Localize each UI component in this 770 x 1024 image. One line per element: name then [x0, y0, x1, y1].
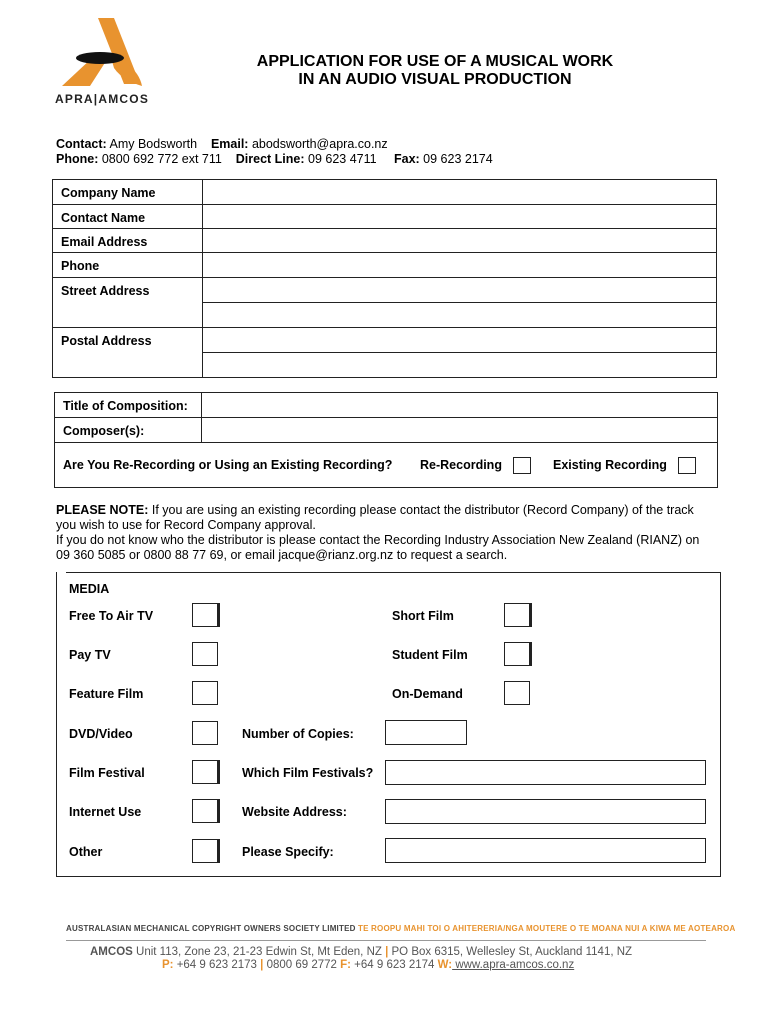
- short-film-checkbox[interactable]: [504, 603, 530, 627]
- recording-question-row: [55, 443, 718, 488]
- footer-society: AUSTRALASIAN MECHANICAL COPYRIGHT OWNERS SOCIETY LIMITED: [66, 924, 356, 933]
- note-line-2: If you do not know who the distributor is please contact the Recording Industry Association New Zealand (RIANZ) on 09 360 5085 or 0800 88 77 69, or email jacque@rianz.org.nz to request a search.: [56, 533, 700, 562]
- footer-sep: |: [385, 946, 389, 958]
- email-value: abodsworth@apra.co.nz: [251, 137, 388, 151]
- footer-address-line: [90, 946, 632, 958]
- dvd-video-checkbox[interactable]: [192, 721, 218, 745]
- fax-label: Fax:: [393, 152, 420, 166]
- composers-field[interactable]: [202, 418, 718, 443]
- footer-divider: [66, 940, 706, 941]
- title-of-composition-label: Title of Composition:: [55, 393, 202, 418]
- please-note: [56, 503, 716, 563]
- email-address-label: Email Address: [53, 229, 203, 253]
- other-checkbox[interactable]: [192, 839, 218, 863]
- free-to-air-tv-checkbox[interactable]: [192, 603, 218, 627]
- on-demand-checkbox[interactable]: [504, 681, 530, 705]
- contact-value: Amy Bodsworth: [109, 137, 198, 151]
- media-heading: MEDIA: [69, 582, 110, 596]
- logo-text: APRA|AMCOS: [55, 92, 150, 106]
- footer-w-label: W:: [437, 959, 453, 971]
- re-recording-label: Re-Recording: [420, 458, 502, 472]
- number-of-copies-field[interactable]: [385, 720, 467, 745]
- street-address-label: Street Address: [53, 278, 203, 328]
- existing-recording-checkbox[interactable]: [678, 457, 696, 474]
- media-section-top-border: [66, 572, 721, 573]
- other-label: Other: [69, 845, 103, 859]
- composers-label: Composer(s):: [55, 418, 202, 443]
- footer-amcos: AMCOS: [90, 946, 133, 958]
- please-specify-field[interactable]: [385, 838, 706, 863]
- student-film-checkbox[interactable]: [504, 642, 530, 666]
- contact-line-1: [56, 137, 493, 152]
- existing-recording-label: Existing Recording: [553, 458, 667, 472]
- email-label: Email:: [210, 137, 249, 151]
- title-line-2: IN AN AUDIO VISUAL PRODUCTION: [298, 71, 572, 88]
- please-specify-label: Please Specify:: [242, 845, 334, 859]
- feature-film-checkbox[interactable]: [192, 681, 218, 705]
- title-line-1: APPLICATION FOR USE OF A MUSICAL WORK: [256, 53, 614, 70]
- note-label: PLEASE NOTE:: [56, 503, 149, 517]
- footer-p2-value: 0800 69 2772: [263, 959, 341, 971]
- title-of-composition-field[interactable]: [202, 393, 718, 418]
- footer-p-value: +64 9 623 2173: [173, 959, 261, 971]
- number-of-copies-label: Number of Copies:: [242, 727, 354, 741]
- page-title: [200, 53, 670, 89]
- composition-table: [54, 392, 718, 488]
- dvd-video-label: DVD/Video: [69, 727, 133, 741]
- footer-p-label: P:: [162, 959, 174, 971]
- internet-use-checkbox[interactable]: [192, 799, 218, 823]
- contact-label: Contact:: [56, 137, 107, 151]
- postal-address-field-2[interactable]: [203, 353, 717, 378]
- note-paragraph-1: [56, 503, 716, 533]
- on-demand-label: On-Demand: [392, 687, 463, 701]
- contact-line-2: [56, 152, 493, 167]
- applicant-details-table: [52, 179, 717, 378]
- company-name-label: Company Name: [53, 180, 203, 205]
- feature-film-label: Feature Film: [69, 687, 144, 701]
- which-film-festivals-label: Which Film Festivals?: [242, 766, 374, 780]
- phone-label-cell: Phone: [53, 253, 203, 278]
- film-festival-checkbox[interactable]: [192, 760, 218, 784]
- postal-address-label: Postal Address: [53, 328, 203, 378]
- email-address-field[interactable]: [203, 229, 717, 253]
- which-film-festivals-field[interactable]: [385, 760, 706, 785]
- footer-pobox: PO Box 6315, Wellesley St, Auckland 1141, NZ: [388, 946, 633, 958]
- footer-maori: TE ROOPU MAHI TOI O AHITERERIA/NGA MOUTERE O TE MOANA NUI A KIWA ME AOTEAROA: [355, 924, 736, 933]
- street-address-field-2[interactable]: [203, 303, 717, 328]
- footer-website-link[interactable]: www.apra-amcos.co.nz: [452, 959, 575, 971]
- pay-tv-label: Pay TV: [69, 648, 111, 662]
- phone-value: 0800 692 772 ext 711: [101, 152, 222, 166]
- street-address-field-1[interactable]: [203, 278, 717, 303]
- fax-value: 09 623 2174: [423, 152, 493, 166]
- company-name-field[interactable]: [203, 180, 717, 205]
- phone-label: Phone:: [56, 152, 99, 166]
- footer-phone-line: [162, 959, 574, 971]
- contact-name-label: Contact Name: [53, 205, 203, 229]
- free-to-air-tv-label: Free To Air TV: [69, 609, 154, 623]
- footer-f-value: +64 9 623 2174: [350, 959, 438, 971]
- pay-tv-checkbox[interactable]: [192, 642, 218, 666]
- contact-name-field[interactable]: [203, 205, 717, 229]
- footer-address: Unit 113, Zone 23, 21-23 Edwin St, Mt Eden, NZ: [132, 946, 386, 958]
- contact-info: [56, 137, 493, 167]
- re-recording-checkbox[interactable]: [513, 457, 531, 474]
- footer-f-label: F:: [340, 959, 351, 971]
- short-film-label: Short Film: [392, 609, 454, 623]
- footer-sep-2: |: [260, 959, 264, 971]
- direct-line-value: 09 623 4711: [308, 152, 377, 166]
- film-festival-label: Film Festival: [69, 766, 145, 780]
- phone-field[interactable]: [203, 253, 717, 278]
- internet-use-label: Internet Use: [69, 805, 142, 819]
- recording-question: Are You Re-Recording or Using an Existing Recording?: [63, 458, 393, 472]
- website-address-label: Website Address:: [242, 805, 347, 819]
- postal-address-field-1[interactable]: [203, 328, 717, 353]
- student-film-label: Student Film: [392, 648, 468, 662]
- note-line-1: If you are using an existing recording please contact the distributor (Record Company) of the track you wish to use for Record Company approval.: [56, 503, 694, 532]
- website-address-field[interactable]: [385, 799, 706, 824]
- direct-line-label: Direct Line:: [235, 152, 305, 166]
- footer-society-line: [66, 924, 735, 933]
